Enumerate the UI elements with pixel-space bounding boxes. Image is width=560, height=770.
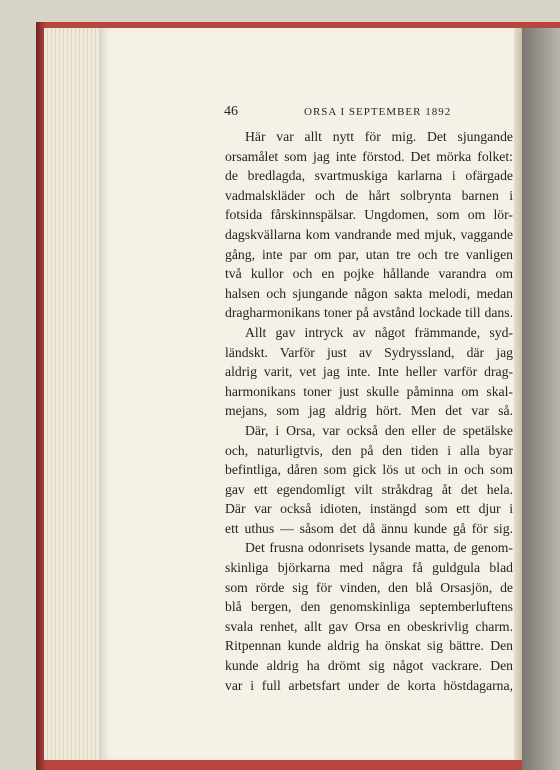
text-line: Här var allt nytt för mig. Det sjungande bbox=[245, 129, 513, 144]
page-header bbox=[224, 104, 516, 124]
page-number: 46 bbox=[224, 104, 238, 119]
text-line: kunde aldrig ha drömt sig något vackrare. Den bbox=[225, 658, 513, 674]
page-edges bbox=[44, 28, 106, 760]
paragraph bbox=[225, 127, 513, 323]
text-line: ländskt. Varför just av Sydryssland, där jag bbox=[225, 344, 513, 360]
text-line: som rörde sig för vinden, den blå Orsasjön, de bbox=[225, 579, 513, 595]
text-line: Allt gav intryck av något främmande, syd- bbox=[245, 324, 513, 340]
text-line: två kullor och en pojke hållande varandra om bbox=[225, 266, 513, 282]
text-line: de bredlagda, svartmuskiga karlarna i ofärgade bbox=[225, 168, 513, 184]
text-line: blå bergen, den genomskinliga septemberluftens bbox=[225, 599, 513, 615]
text-line: Där var också idioten, instängd som ett djur i bbox=[225, 501, 513, 517]
body-text bbox=[225, 127, 513, 695]
text-line: befintliga, dåren som gick lös ut och in och som bbox=[225, 462, 513, 478]
text-line: Det frusna odonrisets lysande matta, de genom- bbox=[245, 540, 513, 556]
text-line: dragharmonikans toner på avstånd lockade till dans. bbox=[225, 305, 513, 321]
text-line: mejans, som jag aldrig hört. Men det var så. bbox=[225, 403, 513, 419]
paragraph bbox=[225, 323, 513, 421]
text-line: gav ett egendomligt vilt stråkdrag åt det hela. bbox=[225, 481, 513, 497]
paragraph bbox=[225, 421, 513, 539]
text-line: dagskvällarna kom vandrande med mjuk, vaggande bbox=[225, 226, 513, 242]
running-head: ORSA I SEPTEMBER 1892 bbox=[304, 106, 452, 118]
text-line: ett uthus — såsom det då ännu kunde gå för sig. bbox=[225, 520, 513, 536]
text-line: svala renhet, allt gav Orsa en obeskrivlig charm. bbox=[225, 618, 513, 634]
scanner-edge bbox=[522, 28, 560, 770]
text-line: orsamålet som jag inte förstod. Det mörka folket: bbox=[225, 148, 513, 164]
paragraph bbox=[225, 538, 513, 695]
text-line: Ritpennan kunde aldrig ha önskat sig bättre. Den bbox=[225, 638, 513, 654]
page-right-edge bbox=[514, 28, 522, 760]
text-line: gång, inte par om par, utan tre och tre vanligen bbox=[225, 246, 513, 262]
text-line: vadmalskläder och de hårt solbrynta barnen i bbox=[225, 187, 513, 203]
text-line: var i full arbetsfart under de korta höstdagarna, bbox=[225, 677, 513, 693]
text-line: skinliga björkarna med några få guldgula blad bbox=[225, 560, 513, 576]
text-line: Där, i Orsa, var också den eller de spetälske bbox=[245, 422, 513, 438]
text-line: halsen och sjungande någon sakta melodi, medan bbox=[225, 285, 513, 301]
text-line: och, naturligtvis, den på den tiden i alla byar bbox=[225, 442, 513, 458]
text-line: fotsida fårskinnspälsar. Ungdomen, som om lör- bbox=[225, 207, 513, 223]
text-line: harmonikans toner just skulle påminna om skal- bbox=[225, 383, 513, 399]
text-line: aldrig varit, vet jag inte. Inte heller varför drag- bbox=[225, 364, 513, 380]
